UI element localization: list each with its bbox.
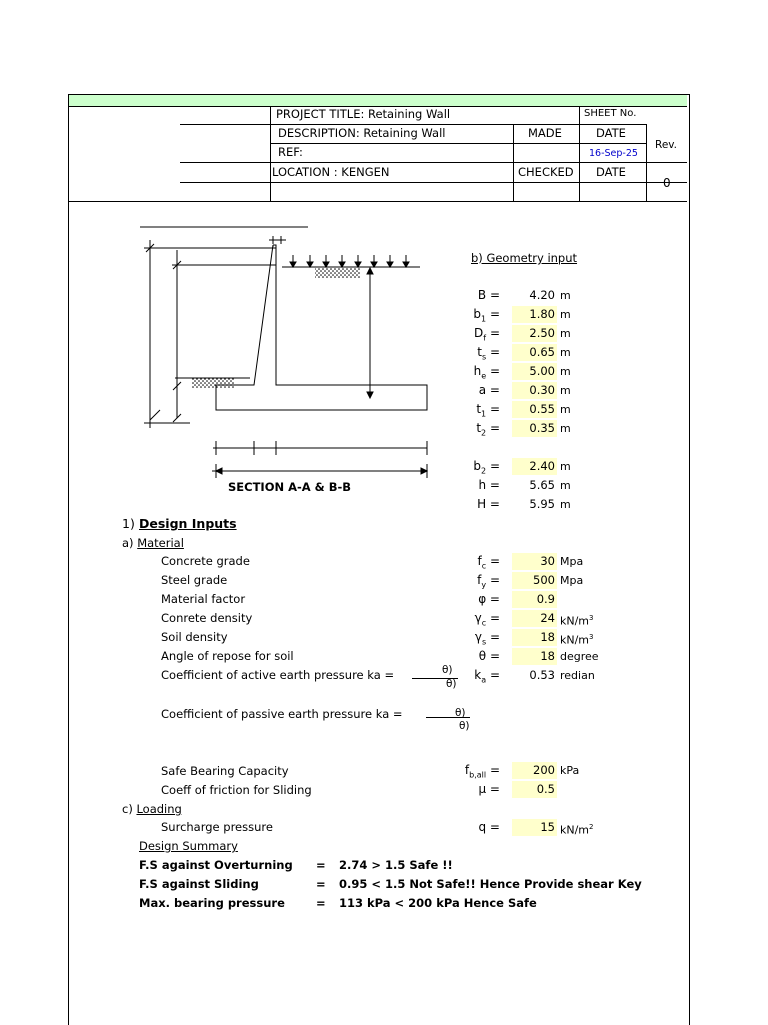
date-value: 16-Sep-25 <box>589 148 638 159</box>
geometry-value: 4.20 <box>529 288 555 302</box>
active-frac-top: θ) <box>442 664 453 676</box>
geometry-title: b) Geometry input <box>471 251 578 265</box>
bearing-label: Safe Bearing Capacity <box>161 764 289 778</box>
material-symbol: θ = <box>478 649 500 663</box>
material-label: Conrete density <box>161 611 253 625</box>
geometry-unit: m <box>560 346 571 359</box>
section-label: SECTION A-A & B-B <box>228 480 352 494</box>
geometry-value: 1.80 <box>529 307 555 321</box>
geometry-symbol: a = <box>478 383 500 397</box>
material-value: 0.53 <box>529 668 555 682</box>
geometry-unit: m <box>560 289 571 302</box>
description: DESCRIPTION: Retaining Wall <box>278 126 446 140</box>
material-label: Steel grade <box>161 573 228 587</box>
material-symbol: $\gamma_s$ = <box>474 630 500 647</box>
material-value: 18 <box>540 630 555 644</box>
passive-frac-bottom: θ) <box>459 720 470 732</box>
geometry-value: 2.50 <box>529 326 555 340</box>
date-label: DATE <box>596 126 626 140</box>
material-value: 500 <box>533 573 555 587</box>
material-value: 30 <box>540 554 555 568</box>
geometry-value: 0.65 <box>529 345 555 359</box>
green-title-bar <box>69 95 687 107</box>
geometry-unit: m <box>560 479 571 492</box>
surcharge-value: 15 <box>540 820 555 834</box>
geometry-symbol: $D_f$ = <box>474 326 500 343</box>
material-label: Angle of repose for soil <box>161 649 294 663</box>
geometry-unit: m <box>560 403 571 416</box>
design-number: 1) <box>122 516 135 531</box>
summary-equals: = <box>316 858 326 872</box>
summary-label: F.S against Overturning <box>139 858 293 872</box>
geometry-unit: m <box>560 327 571 340</box>
made-label: MADE <box>528 126 562 140</box>
rev-label: Rev. <box>655 139 678 151</box>
checked-label: CHECKED <box>518 165 574 179</box>
bearing-unit: kPa <box>560 764 580 777</box>
material-value: 18 <box>540 649 555 663</box>
material-symbol: $\gamma_c$ = <box>474 611 500 628</box>
geometry-unit: m <box>560 308 571 321</box>
geometry-value: 0.55 <box>529 402 555 416</box>
date-label-2: DATE <box>596 165 626 179</box>
geometry-unit: m <box>560 365 571 378</box>
geometry-symbol: H = <box>477 497 500 511</box>
material-symbol: $f_y$ = <box>477 573 500 590</box>
geometry-unit: m <box>560 460 571 473</box>
material-unit: Mpa <box>560 555 584 568</box>
summary-equals: = <box>316 896 326 910</box>
geometry-value: 2.40 <box>529 459 555 473</box>
geometry-symbol: B = <box>477 288 500 302</box>
active-frac-bottom: θ) <box>446 678 457 690</box>
geometry-symbol: $t_2$ = <box>476 421 500 438</box>
material-label: Material factor <box>161 592 246 606</box>
surcharge-unit: $kN/m^2$ <box>560 823 594 837</box>
rev-value: 0 <box>663 176 671 190</box>
geometry-unit: m <box>560 384 571 397</box>
material-value: 0.9 <box>536 592 555 606</box>
bearing-symbol: $f_{b,all}$ = <box>464 763 500 780</box>
material-unit: redian <box>560 669 595 682</box>
sheet-no-label: SHEET No. <box>584 108 637 119</box>
material-heading: a) Material <box>122 536 184 550</box>
summary-label: Max. bearing pressure <box>139 896 285 910</box>
ref-label: REF: <box>278 145 303 159</box>
geometry-unit: m <box>560 498 571 511</box>
material-label: Coefficient of active earth pressure ka = <box>161 668 395 682</box>
material-unit: Mpa <box>560 574 584 587</box>
geometry-symbol: h = <box>478 478 500 492</box>
summary-title: Design Summary <box>139 839 238 853</box>
geometry-symbol: $t_1$ = <box>476 402 500 419</box>
surcharge-symbol: q = <box>478 820 500 834</box>
geometry-symbol: $b_2$ = <box>473 459 500 476</box>
geometry-value: 0.35 <box>529 421 555 435</box>
material-unit: $kN/m^3$ <box>560 633 594 647</box>
friction-symbol: μ = <box>478 782 500 796</box>
material-label: Concrete grade <box>161 554 250 568</box>
summary-result: 113 kPa < 200 kPa Hence Safe <box>339 896 537 910</box>
material-value: 24 <box>540 611 555 625</box>
summary-result: 2.74 > 1.5 Safe !! <box>339 858 453 872</box>
geometry-value: 5.65 <box>529 478 555 492</box>
retaining-wall-section-diagram <box>130 220 430 480</box>
surcharge-label: Surcharge pressure <box>161 820 273 834</box>
geometry-symbol: $h_e$ = <box>473 364 500 381</box>
geometry-value: 5.95 <box>529 497 555 511</box>
material-unit: degree <box>560 650 599 663</box>
location: LOCATION : KENGEN <box>272 165 390 179</box>
geometry-symbol: $b_1$ = <box>473 307 500 324</box>
material-symbol: $f_c$ = <box>477 554 500 571</box>
material-unit: $kN/m^3$ <box>560 614 594 628</box>
passive-label: Coefficient of passive earth pressure ka = <box>161 707 403 721</box>
project-title: PROJECT TITLE: Retaining Wall <box>276 107 451 121</box>
material-label: Soil density <box>161 630 228 644</box>
summary-result: 0.95 < 1.5 Not Safe!! Hence Provide shear Key <box>339 877 642 891</box>
geometry-symbol: $t_s$ = <box>477 345 500 362</box>
bearing-value: 200 <box>533 763 555 777</box>
passive-frac-top: θ) <box>455 707 466 719</box>
material-symbol: φ = <box>478 592 500 606</box>
loading-heading: c) Loading <box>122 802 182 816</box>
material-symbol: $k_a$ = <box>474 668 500 685</box>
geometry-value: 0.30 <box>529 383 555 397</box>
geometry-value: 5.00 <box>529 364 555 378</box>
friction-label: Coeff of friction for Sliding <box>161 783 312 797</box>
geometry-unit: m <box>560 422 571 435</box>
summary-label: F.S against Sliding <box>139 877 259 891</box>
friction-value: 0.5 <box>536 782 555 796</box>
design-title: Design Inputs <box>139 516 237 531</box>
summary-equals: = <box>316 877 326 891</box>
